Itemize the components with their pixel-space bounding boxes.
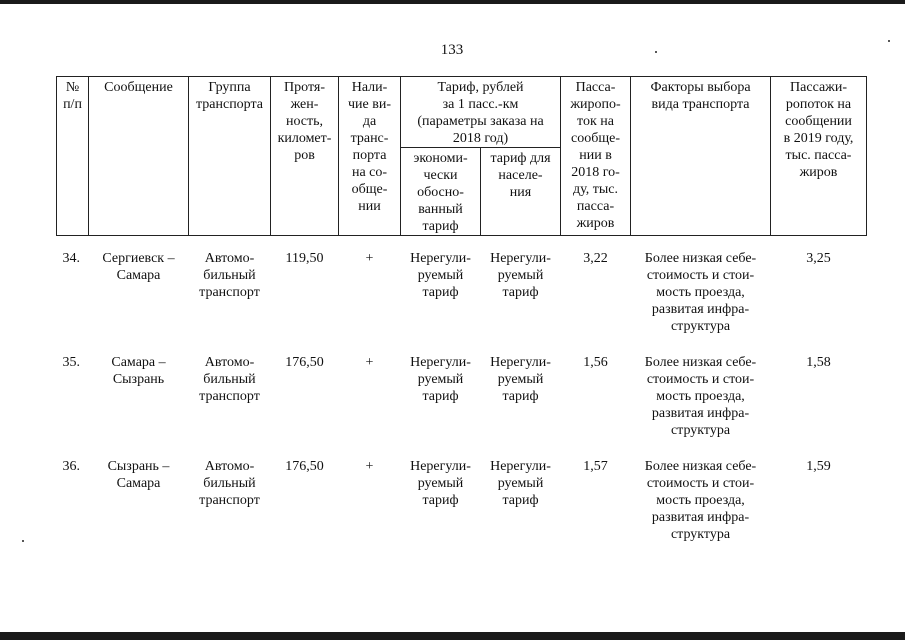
cell-connection: Сергиевск – Самара bbox=[102, 251, 175, 283]
cell-num: 34. bbox=[62, 251, 80, 266]
cell-availability: + bbox=[365, 355, 374, 370]
cell-tariff-economic: Нерегули- руемый тариф bbox=[410, 459, 471, 508]
cell-transport-group: Автомо- бильный транспорт bbox=[199, 355, 260, 404]
header-tariff-population: тариф для населе- ния bbox=[481, 148, 561, 236]
scan-border-bottom bbox=[0, 632, 905, 640]
table-row bbox=[57, 458, 867, 548]
cell-flow-2018: 1,56 bbox=[583, 355, 608, 370]
scan-speck bbox=[22, 540, 24, 542]
table-row bbox=[57, 354, 867, 444]
cell-length: 176,50 bbox=[285, 355, 324, 370]
cell-factors: Более низкая себе- стоимость и стои- мость проезда, развитая инфра- структура bbox=[644, 459, 757, 542]
cell-tariff-population: Нерегули- руемый тариф bbox=[490, 251, 551, 300]
cell-length: 119,50 bbox=[285, 251, 324, 266]
header-availability: Нали- чие ви- да транс- порта на со- обще- нии bbox=[339, 77, 401, 236]
header-factors: Факторы выбора вида транспорта bbox=[631, 77, 771, 236]
header-transport-group: Группа транспорта bbox=[189, 77, 271, 236]
header-flow-2019: Пассажи- ропоток на сообщении в 2019 году, тыс. пасса- жиров bbox=[771, 77, 867, 236]
cell-flow-2019: 1,58 bbox=[806, 355, 831, 370]
cell-transport-group: Автомо- бильный транспорт bbox=[199, 251, 260, 300]
cell-transport-group: Автомо- бильный транспорт bbox=[199, 459, 260, 508]
table-header bbox=[57, 77, 867, 236]
cell-flow-2019: 3,25 bbox=[806, 251, 831, 266]
table-row bbox=[57, 250, 867, 340]
cell-flow-2018: 3,22 bbox=[583, 251, 608, 266]
cell-num: 35. bbox=[62, 355, 80, 370]
cell-length: 176,50 bbox=[285, 459, 324, 474]
cell-tariff-population: Нерегули- руемый тариф bbox=[490, 459, 551, 508]
cell-availability: + bbox=[365, 459, 374, 474]
header-flow-2018: Пасса- жиропо- ток на сообще- нии в 2018 го- ду, тыс. пасса- жиров bbox=[561, 77, 631, 236]
cell-connection: Сызрань – Самара bbox=[107, 459, 170, 491]
header-tariff-economic: экономи- чески обосно- ванный тариф bbox=[401, 148, 481, 236]
cell-flow-2018: 1,57 bbox=[583, 459, 608, 474]
header-length: Протя- жен- ность, километ- ров bbox=[271, 77, 339, 236]
cell-connection: Самара – Сызрань bbox=[111, 355, 166, 387]
scan-border-top bbox=[0, 0, 905, 4]
table-body bbox=[57, 236, 867, 549]
cell-flow-2019: 1,59 bbox=[806, 459, 831, 474]
cell-availability: + bbox=[365, 251, 374, 266]
cell-factors: Более низкая себе- стоимость и стои- мость проезда, развитая инфра- структура bbox=[644, 251, 757, 334]
cell-tariff-population: Нерегули- руемый тариф bbox=[490, 355, 551, 404]
header-tariff: Тариф, рублей за 1 пасс.-км (параметры заказа на 2018 год) bbox=[401, 77, 561, 148]
header-num: № п/п bbox=[57, 77, 89, 236]
transport-table bbox=[56, 76, 867, 548]
header-connection: Сообщение bbox=[89, 77, 189, 236]
page-number: 133 bbox=[440, 42, 464, 58]
cell-num: 36. bbox=[62, 459, 80, 474]
scan-speck bbox=[655, 51, 657, 53]
scan-speck bbox=[888, 40, 890, 42]
cell-tariff-economic: Нерегули- руемый тариф bbox=[410, 355, 471, 404]
cell-factors: Более низкая себе- стоимость и стои- мость проезда, развитая инфра- структура bbox=[644, 355, 757, 438]
cell-tariff-economic: Нерегули- руемый тариф bbox=[410, 251, 471, 300]
